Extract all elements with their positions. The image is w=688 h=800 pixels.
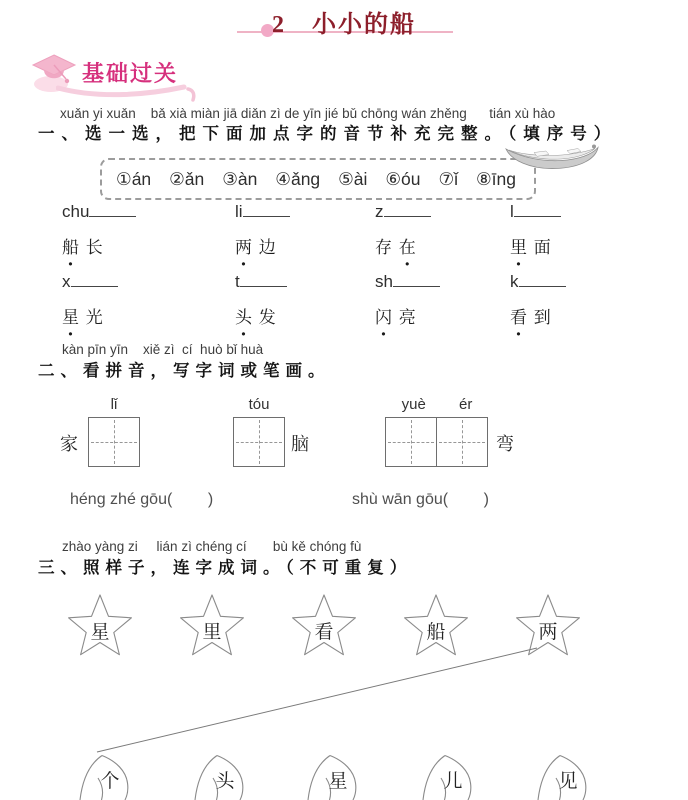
option-item: ⑥óu <box>385 168 421 189</box>
moon-icon <box>75 752 137 800</box>
option-item: ④ǎng <box>275 168 321 189</box>
word-row <box>0 303 688 341</box>
star-char: 两 <box>538 622 558 643</box>
pinyin-label: tóu <box>248 396 270 413</box>
dotted-word <box>62 303 235 341</box>
moon-char: 见 <box>558 771 578 792</box>
word-char: 发 <box>258 308 276 327</box>
word-char: 里 • <box>510 238 527 271</box>
answer-blank <box>519 273 566 287</box>
s1-pinyin: xuǎn yi xuǎn bǎ xià miàn jiā diǎn zì de yīn jié bǔ chōng wán zhěng tián xù hào <box>60 106 556 121</box>
word-char: 亮 <box>398 308 416 327</box>
moon-icon <box>533 752 595 800</box>
answer-blank <box>240 273 287 287</box>
s2-pinyin: kàn pīn yīn xiě zì cí huò bǐ huà <box>62 342 264 357</box>
moon-icon <box>418 752 480 800</box>
option-item: ⑧īng <box>475 168 516 189</box>
dot-mark: • <box>405 257 410 271</box>
pinyin-label: lǐ <box>110 396 118 413</box>
dot-mark: • <box>516 257 521 271</box>
syllable-onset: z <box>375 202 384 221</box>
dotted-word <box>375 303 510 341</box>
dotted-word <box>235 303 375 341</box>
dotted-word <box>375 233 510 271</box>
syllable-cell <box>510 202 688 222</box>
grid-cell <box>88 417 140 467</box>
option-item: ⑦ǐ <box>438 168 459 189</box>
answer-blank <box>514 203 561 217</box>
syllable-row <box>0 202 688 222</box>
star-char: 星 <box>90 622 110 643</box>
syllable-onset: l <box>510 202 514 221</box>
grid-right-label: 脑 <box>291 434 309 454</box>
star-char: 船 <box>426 622 446 643</box>
answer-blank <box>393 273 440 287</box>
answer-blank <box>71 273 118 287</box>
dotted-word <box>510 303 688 341</box>
word-char: 到 <box>533 308 551 327</box>
syllable-cell <box>375 202 510 222</box>
star-icon <box>288 591 360 659</box>
s1-heading: 一、选一选，把下面加点字的音节补充完整。（填序号） <box>38 125 618 143</box>
star-char: 里 <box>202 622 222 643</box>
word-row <box>0 233 688 271</box>
word-char: 闪 • <box>375 308 392 341</box>
syllable-onset: chu <box>62 202 90 221</box>
star-char: 看 <box>314 622 334 643</box>
star-icon <box>512 591 584 659</box>
word-char: 边 <box>258 238 276 257</box>
badge-swoosh-decoration <box>56 83 206 108</box>
syllable-cell <box>375 272 510 292</box>
word-char: 船 • <box>62 238 79 271</box>
page-title: 2 小小的船 <box>272 12 416 38</box>
grid-cell <box>233 417 285 467</box>
option-item: ③àn <box>222 168 258 189</box>
boat-icon <box>504 137 600 177</box>
word-char: 头 • <box>235 308 252 341</box>
writing-grid <box>88 417 140 467</box>
dotted-word <box>62 233 235 271</box>
moon-char: 个 <box>100 771 120 792</box>
option-item: ⑤ài <box>338 168 368 189</box>
syllable-cell <box>235 272 375 292</box>
star-icon <box>400 591 472 659</box>
dot-mark: • <box>68 257 73 271</box>
word-char: 看 • <box>510 308 527 341</box>
writing-grid <box>385 417 488 467</box>
s3-pinyin: zhào yàng zi lián zì chéng cí bù kě chóng fù <box>62 539 362 554</box>
writing-grid <box>233 417 285 467</box>
dot-mark: • <box>381 327 386 341</box>
syllable-row <box>0 272 688 292</box>
s3-heading: 三、照样子，连字成词。（不可重复） <box>38 559 413 577</box>
grid-cell <box>385 417 437 467</box>
dot-mark: • <box>241 257 246 271</box>
word-char: 长 <box>85 238 103 257</box>
grid-left-label: 家 <box>60 434 78 454</box>
moon-icon <box>303 752 365 800</box>
syllable-onset: li <box>235 202 243 221</box>
star-icon <box>64 591 136 659</box>
dot-mark: • <box>241 327 246 341</box>
answer-blank <box>89 203 136 217</box>
stroke-name: héng zhé gōu( ) <box>70 491 214 508</box>
pinyin-label: yuè ér <box>401 396 473 413</box>
syllable-onset: k <box>510 272 519 291</box>
word-char: 面 <box>533 238 551 257</box>
syllable-onset: x <box>62 272 71 291</box>
word-char: 存 <box>375 238 392 257</box>
option-item: ①án <box>116 168 152 189</box>
star-icon <box>176 591 248 659</box>
moon-char: 星 <box>328 771 348 792</box>
word-char: 光 <box>85 308 103 327</box>
dotted-word <box>235 233 375 271</box>
moon-icon <box>190 752 252 800</box>
syllable-cell <box>510 272 688 292</box>
syllable-cell <box>62 272 235 292</box>
word-char: 在 • <box>398 238 416 271</box>
dotted-word <box>510 233 688 271</box>
moon-char: 儿 <box>443 771 463 792</box>
dot-mark: • <box>516 327 521 341</box>
grid-cell <box>436 417 488 467</box>
word-char: 星 • <box>62 308 79 341</box>
syllable-cell <box>62 202 235 222</box>
syllable-cell <box>235 202 375 222</box>
moon-char: 头 <box>215 771 235 792</box>
stroke-name: shù wān gōu( ) <box>352 491 489 508</box>
dot-mark: • <box>68 327 73 341</box>
option-item: ②ǎn <box>169 168 205 189</box>
syllable-onset: sh <box>375 272 393 291</box>
answer-blank <box>384 203 431 217</box>
section-badge: 基础过关 <box>82 61 179 86</box>
grid-right-label: 弯 <box>496 434 514 454</box>
syllable-onset: t <box>235 272 240 291</box>
word-char: 两 • <box>235 238 252 271</box>
answer-blank <box>243 203 290 217</box>
s2-heading: 二、看拼音，写字词或笔画。 <box>38 362 331 380</box>
options-box <box>100 158 536 200</box>
